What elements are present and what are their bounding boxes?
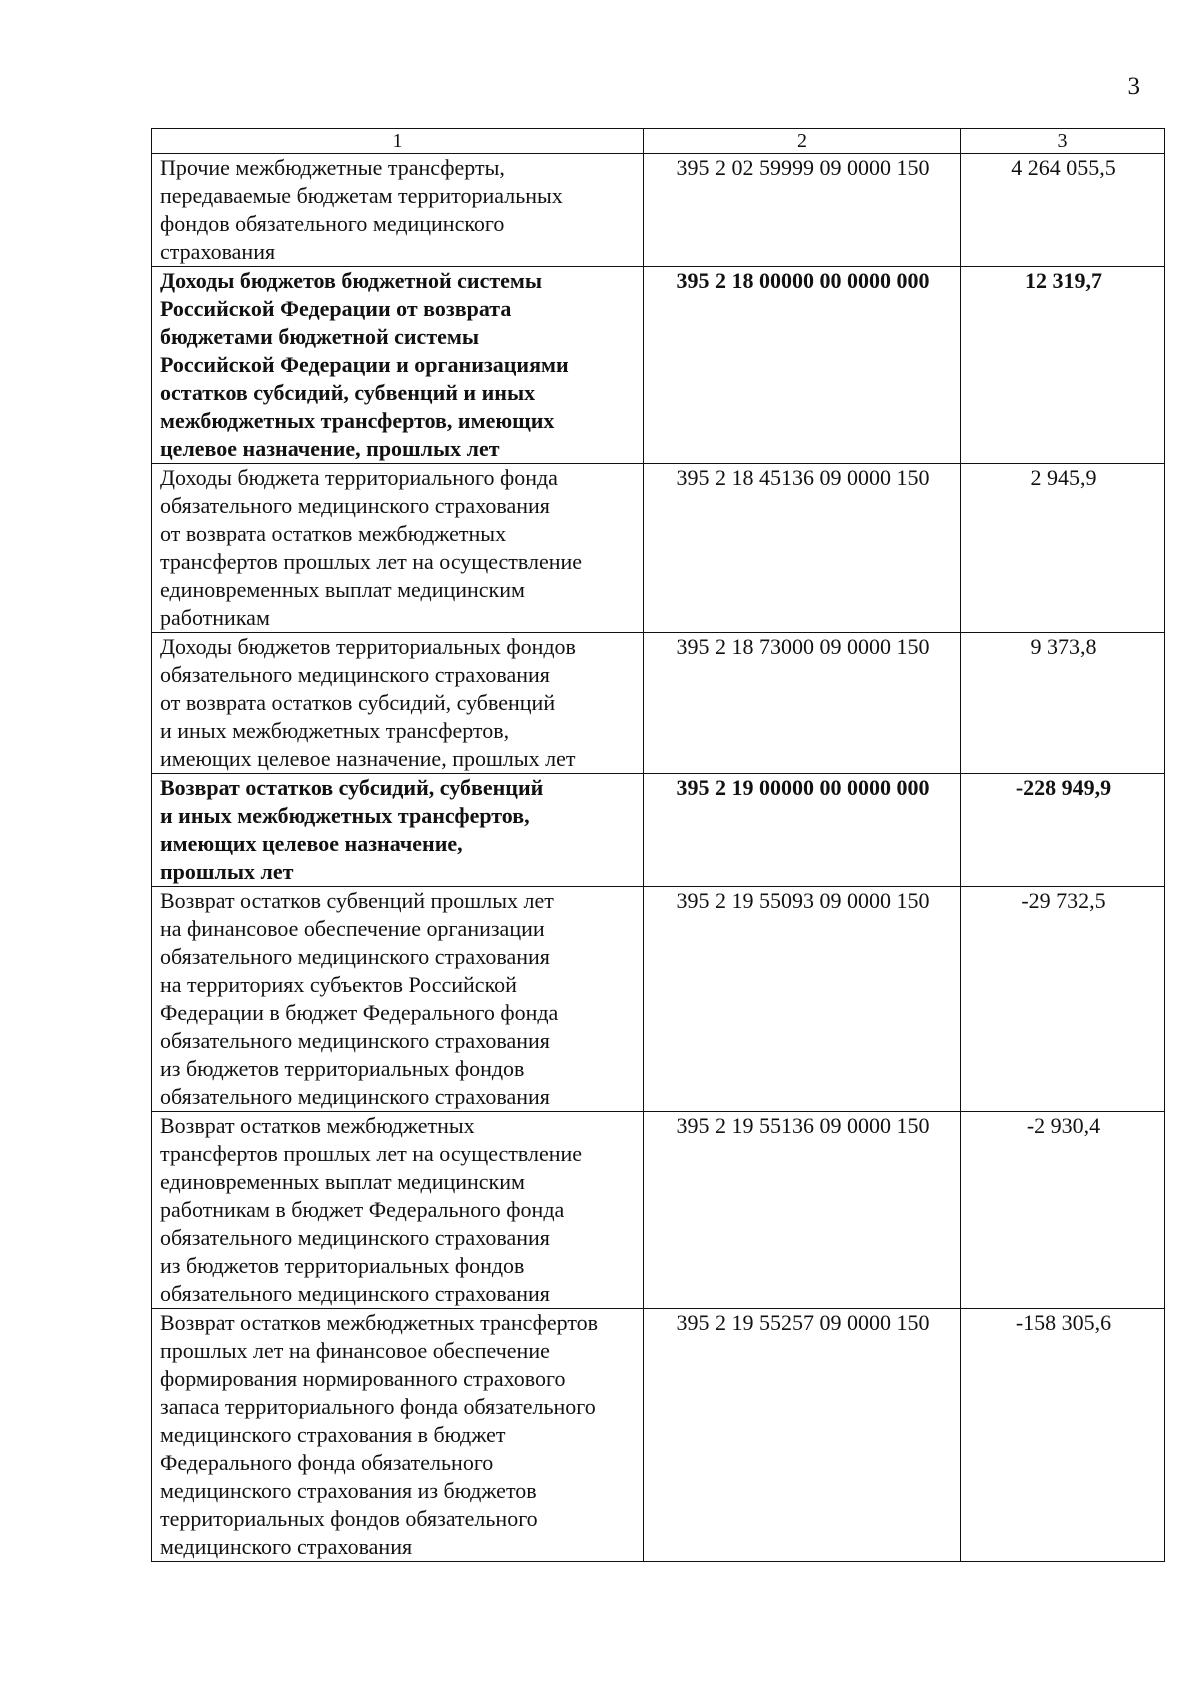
row-name-line: обязательного медицинского страхования xyxy=(160,1281,550,1306)
row-name-line: прошлых лет на финансовое обеспечение xyxy=(160,1338,550,1363)
row-name-line: межбюджетных трансфертов, имеющих xyxy=(160,408,555,433)
row-name-line: из бюджетов территориальных фондов xyxy=(160,1056,525,1081)
row-name-cell xyxy=(152,633,644,774)
row-name-line: Российской Федерации от возврата xyxy=(160,296,512,321)
table-row xyxy=(152,1309,1165,1562)
row-name-cell xyxy=(152,154,644,267)
row-name-line: имеющих целевое назначение, xyxy=(160,831,463,856)
row-name-line: Российской Федерации и организациями xyxy=(160,352,569,377)
row-name-line: Доходы бюджетов бюджетной системы xyxy=(160,268,543,293)
row-name-line: Возврат остатков межбюджетных xyxy=(160,1113,475,1138)
row-name-cell xyxy=(152,1309,644,1562)
row-code-cell: 395 2 19 00000 00 0000 000 xyxy=(644,774,961,887)
row-name-line: формирования нормированного страхового xyxy=(160,1366,566,1391)
row-name-line: страхования xyxy=(160,239,276,264)
row-name-line: Федерального фонда обязательного xyxy=(160,1450,494,1475)
row-name-line: трансфертов прошлых лет на осуществление xyxy=(160,549,583,574)
row-amount-cell: 9 373,8 xyxy=(961,633,1165,774)
page-number: 3 xyxy=(1127,73,1140,100)
row-name-line: обязательного медицинского страхования xyxy=(160,662,550,687)
row-name-line: бюджетами бюджетной системы xyxy=(160,324,480,349)
row-name-cell xyxy=(152,774,644,887)
row-name-line: на финансовое обеспечение организации xyxy=(160,916,545,941)
row-name-line: целевое назначение, прошлых лет xyxy=(160,436,500,461)
row-name-line: Возврат остатков субсидий, субвенций xyxy=(160,775,544,800)
row-name-cell xyxy=(152,1112,644,1309)
row-name-cell xyxy=(152,267,644,464)
row-name-line: прошлых лет xyxy=(160,859,294,884)
row-name-line: запаса территориального фонда обязательного xyxy=(160,1394,596,1419)
row-name-line: от возврата остатков субсидий, субвенций xyxy=(160,690,556,715)
row-amount-cell: -29 732,5 xyxy=(961,887,1165,1112)
row-name-line: обязательного медицинского страхования xyxy=(160,1028,550,1053)
row-amount-cell: 4 264 055,5 xyxy=(961,154,1165,267)
row-code-cell: 395 2 18 45136 09 0000 150 xyxy=(644,464,961,633)
row-name-line: Доходы бюджетов территориальных фондов xyxy=(160,634,576,659)
row-amount-cell: 2 945,9 xyxy=(961,464,1165,633)
row-name-line: работникам в бюджет Федерального фонда xyxy=(160,1197,565,1222)
row-name-cell xyxy=(152,887,644,1112)
row-name-line: территориальных фондов обязательного xyxy=(160,1506,538,1531)
row-code-cell: 395 2 02 59999 09 0000 150 xyxy=(644,154,961,267)
table-row xyxy=(152,774,1165,887)
row-name-line: от возврата остатков межбюджетных xyxy=(160,521,507,546)
row-name-line: остатков субсидий, субвенций и иных xyxy=(160,380,536,405)
table-row xyxy=(152,887,1165,1112)
row-name-line: из бюджетов территориальных фондов xyxy=(160,1253,525,1278)
row-amount-cell: 12 319,7 xyxy=(961,267,1165,464)
row-name-line: единовременных выплат медицинским xyxy=(160,1169,525,1194)
row-code-cell: 395 2 19 55093 09 0000 150 xyxy=(644,887,961,1112)
table-row xyxy=(152,464,1165,633)
header-cell-name: 1 xyxy=(152,129,644,154)
row-name-line: трансфертов прошлых лет на осуществление xyxy=(160,1141,583,1166)
row-name-line: обязательного медицинского страхования xyxy=(160,1084,550,1109)
row-name-line: медицинского страхования из бюджетов xyxy=(160,1478,537,1503)
row-name-line: обязательного медицинского страхования xyxy=(160,493,550,518)
row-name-line: передаваемые бюджетам территориальных xyxy=(160,183,563,208)
row-name-line: на территориях субъектов Российской xyxy=(160,972,517,997)
row-name-line: фондов обязательного медицинского xyxy=(160,211,505,236)
row-name-line: имеющих целевое назначение, прошлых лет xyxy=(160,746,576,771)
row-name-line: Возврат остатков межбюджетных трансфертов xyxy=(160,1310,599,1335)
row-amount-cell: -2 930,4 xyxy=(961,1112,1165,1309)
row-amount-cell: -158 305,6 xyxy=(961,1309,1165,1562)
row-name-line: Доходы бюджета территориального фонда xyxy=(160,465,558,490)
row-name-line: обязательного медицинского страхования xyxy=(160,1225,550,1250)
row-amount-cell: -228 949,9 xyxy=(961,774,1165,887)
row-code-cell: 395 2 18 73000 09 0000 150 xyxy=(644,633,961,774)
row-code-cell: 395 2 19 55257 09 0000 150 xyxy=(644,1309,961,1562)
table-row xyxy=(152,154,1165,267)
header-cell-amount: 3 xyxy=(961,129,1165,154)
table-header-row xyxy=(152,129,1165,154)
row-name-line: единовременных выплат медицинским xyxy=(160,577,525,602)
row-name-line: и иных межбюджетных трансфертов, xyxy=(160,803,530,828)
row-name-line: медицинского страхования xyxy=(160,1534,413,1559)
header-cell-code: 2 xyxy=(644,129,961,154)
row-name-line: и иных межбюджетных трансфертов, xyxy=(160,718,510,743)
row-name-cell xyxy=(152,464,644,633)
row-code-cell: 395 2 19 55136 09 0000 150 xyxy=(644,1112,961,1309)
row-name-line: Федерации в бюджет Федерального фонда xyxy=(160,1000,559,1025)
row-name-line: Возврат остатков субвенций прошлых лет xyxy=(160,888,554,913)
row-name-line: работникам xyxy=(160,605,270,630)
row-name-line: обязательного медицинского страхования xyxy=(160,944,550,969)
row-name-line: медицинского страхования в бюджет xyxy=(160,1422,506,1447)
table-row xyxy=(152,1112,1165,1309)
row-code-cell: 395 2 18 00000 00 0000 000 xyxy=(644,267,961,464)
row-name-line: Прочие межбюджетные трансферты, xyxy=(160,155,505,180)
budget-table xyxy=(151,128,1165,1562)
table-row xyxy=(152,633,1165,774)
table-row xyxy=(152,267,1165,464)
